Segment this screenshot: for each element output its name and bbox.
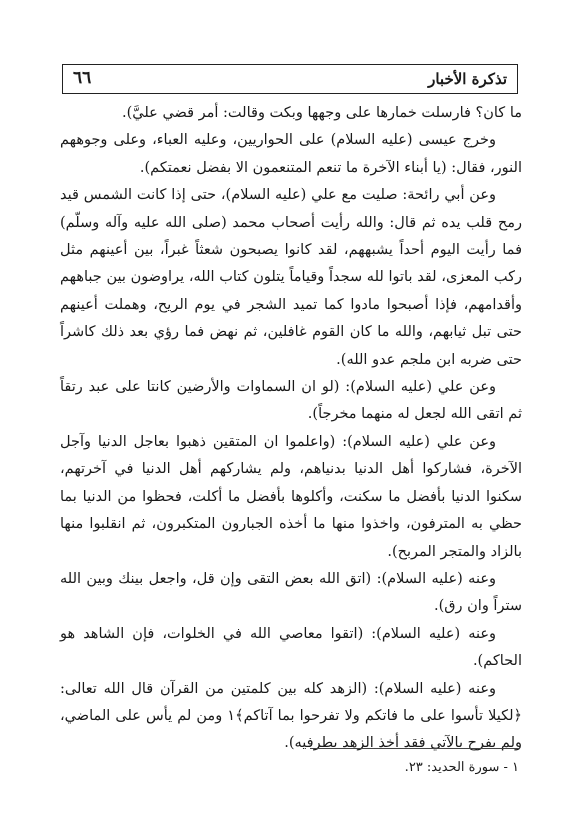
paragraph: وعنه (عليه السلام): (اتقوا معاصي الله في الخلوات، فإن الشاهد هو الحاكم).: [60, 625, 522, 670]
paragraph: وعن علي (عليه السلام): (لو ان السماوات والأرضين كانتا على عبد رتقاً ثم اتقى الله لجعل له منهما مخرجاً).: [60, 379, 522, 423]
main-text: [60, 100, 522, 758]
paragraph: ما كان؟ فارسلت خمارها على وجهها وبكت وقالت: أمر قضي عليَّ).: [122, 105, 522, 121]
paragraph: وعن أبي رائحة: صليت مع علي (عليه السلام)، حتى إذا كانت الشمس قيد رمح قلب يده ثم قال: والله رأيت أصحاب محمد (صلى الله عليه وآله وسلّم) فما رأيت اليوم أحداً يشبههم، لقد كانوا يصبحون شعثاً غبراً، بين أعينهم مثل ركب المعزى، لقد باتوا لله سجداً وقياماً يتلون كتاب الله، يراوضون بين جباههم وأقدامهم، فإذا أصبحوا مادوا كما تميد الشجر في يوم الريح، وهملت أعينهم حتى تبل ثيابهم، والله ما كان القوم غافلين، ثم نهض فما رؤي بعد ذلك كاشراً حتى ضربه ابن ملجم عدو الله).: [60, 187, 522, 368]
running-header: [62, 64, 518, 94]
page-number: ٦٦: [73, 68, 92, 88]
paragraph: وعنه (عليه السلام): (الزهد كله بين كلمتين من القرآن قال الله تعالى: ﴿لكيلا تأسوا على ما فاتكم ولا تفرحوا بما آتاكم﴾١ ومن لم يأس على الماضي، ولم يفرح بالآتي فقد أخذ الزهد بطرفيه).: [60, 680, 523, 752]
paragraph: وعن علي (عليه السلام): (واعلموا ان المتقين ذهبوا بعاجل الدنيا وآجل الآخرة، فشاركوا أهل الدنيا بدنياهم، ولم يشاركهم أهل الدنيا في آخرتهم، سكنوا الدنيا بأفضل ما سكنت، وأكلوها بأفضل ما أكلت، فحظوا من الدنيا بما حظي به المترفون، واخذوا منها ما أخذه الجبارون المتكبرون، ثم انقلبوا منها بالزاد والمتجر المربح).: [60, 433, 522, 560]
running-header-title: تذكرة الأخبار: [428, 70, 507, 88]
footnote-divider: [310, 748, 520, 749]
paragraph: وعنه (عليه السلام): (اتق الله بعض التقى وإن قل، واجعل بينك وبين الله ستراً وان رق).: [60, 570, 522, 615]
paragraph: وخرج عيسى (عليه السلام) على الحواريين، وعليه العباء، وعلى وجوههم النور، فقال: (يا أبناء الآخرة ما تنعم المتنعمون الا بفضل نعمتكم).: [60, 132, 522, 176]
footnote: ١ - سورة الحديد: ٢٣.: [404, 760, 519, 775]
